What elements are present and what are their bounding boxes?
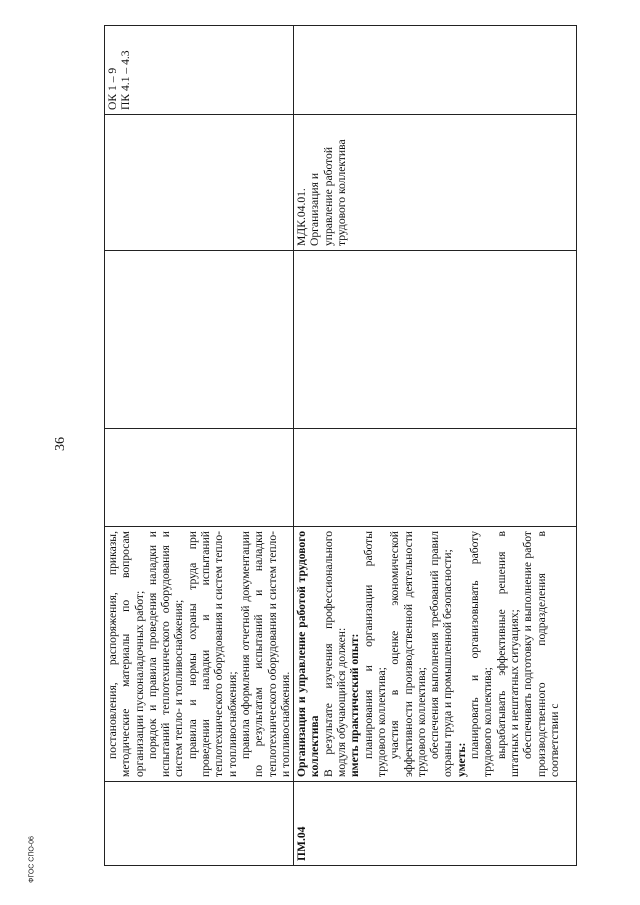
practice-item: планирования и организации работы трудового коллектива;	[361, 531, 388, 777]
cell-module-code	[105, 782, 294, 866]
competency-pk: ПК 4.1 – 4.3	[119, 50, 133, 110]
cell-competencies	[294, 26, 577, 115]
curriculum-table	[104, 25, 577, 866]
cell-competencies	[105, 26, 294, 115]
description-line: порядок и правила проведения наладки и испытаний теплотехнического оборудования и систем тепло- и топливоснабжения;	[145, 531, 186, 777]
cell-hours-class	[294, 251, 577, 429]
cell-hours-max	[294, 429, 577, 527]
practice-item: обеспечения выполнения требований правил охраны труда и промышленной безопасности;	[428, 531, 455, 777]
module-title: Организация и управление работой трудового коллектива	[295, 531, 322, 777]
table-row-pm04	[294, 26, 577, 866]
mdk-title: Организация и управление работой трудового коллектива	[308, 139, 349, 246]
description-line: правила оформления отчетной документации по результатам испытаний и наладки теплотехнического оборудования и систем тепло- и топливоснабжения.	[238, 531, 292, 777]
curriculum-table-rotated	[104, 26, 577, 866]
cell-hours-class	[105, 251, 294, 429]
page-number: 36	[53, 437, 68, 451]
practice-heading: иметь практический опыт:	[348, 633, 362, 777]
cell-mdk	[105, 115, 294, 251]
footer-standard-code: ФГОС СПО-06	[28, 836, 36, 883]
competency-ok: ОК 1 – 9	[106, 67, 119, 110]
module-intro: В результате изучения профессионального модуля обучающийся должен:	[321, 531, 349, 777]
skills-heading: уметь:	[454, 742, 468, 777]
cell-mdk	[294, 115, 577, 251]
mdk-code: МДК.04.01.	[295, 188, 309, 246]
cell-hours-max	[105, 429, 294, 527]
skills-item: вырабатывать эффективные решения в штатных и нештатных ситуациях;	[494, 531, 521, 777]
cell-module-description	[105, 527, 294, 782]
description-line: постановления, распоряжения, приказы, методические материалы по вопросам организации пусконаладочных работ;	[106, 531, 146, 777]
skills-item: обеспечивать подготовку и выполнение работ производственного подразделения в соответствии с	[521, 531, 561, 777]
skills-item: планировать и организовывать работу трудового коллектива;	[468, 531, 495, 777]
cell-module-code: ПМ.04	[294, 782, 577, 866]
cell-module-description	[294, 527, 577, 782]
practice-item: участия в оценке экономической эффективности производственной деятельности трудового коллектива;	[388, 531, 428, 777]
table-row-previous-module	[105, 26, 294, 866]
description-line: правила и нормы охраны труда при проведении наладки и испытаний теплотехнического оборудования и систем тепло- и топливоснабжения;	[185, 531, 239, 777]
